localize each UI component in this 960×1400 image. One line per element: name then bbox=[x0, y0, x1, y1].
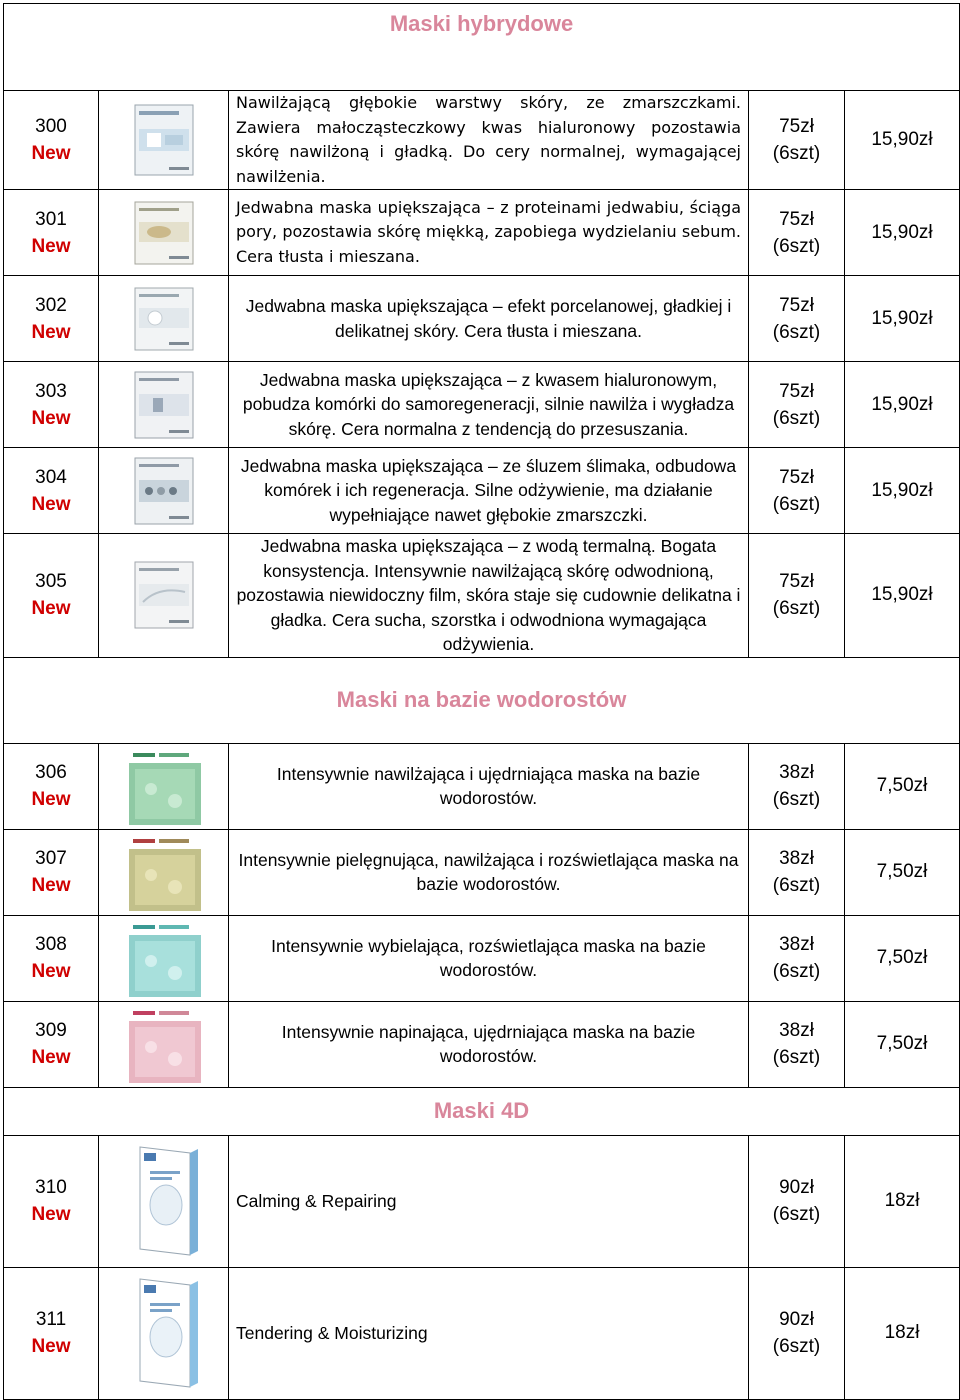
product-code: 300 bbox=[35, 116, 67, 137]
pack-quantity: (6szt) bbox=[772, 789, 821, 810]
product-description: Nawilżającą głębokie warstwy skóry, ze zmarszczkami. Zawiera małocząsteczkowy kwas hialuronowy pozostawia skórę nawilżoną i gładką. Do cery normalnej, wymagającej nawilżenia. bbox=[229, 91, 749, 190]
pack-quantity: (6szt) bbox=[772, 1336, 821, 1357]
pack-price: 90zł bbox=[779, 1309, 814, 1330]
section-title-text: Maski hybrydowe bbox=[389, 11, 574, 36]
pack-price: 75zł bbox=[779, 116, 814, 137]
product-image-cell bbox=[99, 829, 229, 915]
pack-quantity: (6szt) bbox=[772, 1047, 821, 1068]
new-badge: New bbox=[31, 407, 71, 429]
product-image-cell bbox=[99, 276, 229, 362]
pack-price-cell bbox=[749, 448, 845, 534]
unit-price: 15,90zł bbox=[845, 190, 960, 276]
product-code: 306 bbox=[35, 762, 67, 783]
unit-price: 7,50zł bbox=[845, 743, 960, 829]
product-number-cell bbox=[4, 362, 99, 448]
product-image-cell bbox=[99, 91, 229, 190]
pack-price-cell bbox=[749, 915, 845, 1001]
white-mask-box-image bbox=[129, 198, 199, 268]
section-title-4d bbox=[4, 1087, 960, 1135]
new-badge: New bbox=[31, 321, 71, 343]
product-image-cell bbox=[99, 1267, 229, 1399]
product-image-cell bbox=[99, 1001, 229, 1087]
section-title-hybrid bbox=[4, 4, 960, 91]
unit-price: 18zł bbox=[845, 1135, 960, 1267]
product-code: 308 bbox=[35, 934, 67, 955]
white-mask-box-image bbox=[129, 558, 199, 632]
price-list-table bbox=[3, 3, 960, 1400]
white-mask-box-image bbox=[129, 454, 199, 528]
product-image-cell bbox=[99, 362, 229, 448]
pack-price-cell bbox=[749, 534, 845, 658]
new-badge: New bbox=[31, 1336, 71, 1357]
new-badge: New bbox=[31, 493, 71, 515]
table-row bbox=[4, 743, 960, 829]
new-badge: New bbox=[31, 1204, 71, 1225]
white-mask-box-image bbox=[129, 284, 199, 354]
product-description: Intensywnie napinająca, ujędrniająca maska na bazie wodorostów. bbox=[229, 1001, 749, 1087]
product-image-cell bbox=[99, 743, 229, 829]
unit-price: 15,90zł bbox=[845, 91, 960, 190]
table-row bbox=[4, 915, 960, 1001]
product-number-cell bbox=[4, 915, 99, 1001]
pack-quantity: (6szt) bbox=[772, 143, 821, 164]
pack-price-cell bbox=[749, 91, 845, 190]
pack-price-cell bbox=[749, 743, 845, 829]
pack-price: 90zł bbox=[779, 1177, 814, 1198]
pack-price: 38zł bbox=[779, 848, 814, 869]
pack-quantity: (6szt) bbox=[772, 407, 821, 429]
product-description: Jedwabna maska upiększająca – ze śluzem ślimaka, odbudowa komórek i ich regeneracja. Silne odżywienie, ma działanie wypełniające nawet głębokie zmarszczki. bbox=[229, 448, 749, 534]
product-description: Tendering & Moisturizing bbox=[229, 1267, 749, 1399]
pack-price: 75zł bbox=[779, 380, 814, 402]
pack-quantity: (6szt) bbox=[772, 493, 821, 515]
product-number-cell bbox=[4, 743, 99, 829]
unit-price: 15,90zł bbox=[845, 362, 960, 448]
table-row bbox=[4, 190, 960, 276]
product-description: Intensywnie wybielająca, rozświetlająca maska na bazie wodorostów. bbox=[229, 915, 749, 1001]
new-badge: New bbox=[31, 143, 71, 164]
section-row bbox=[4, 4, 960, 91]
white-mask-box-image bbox=[129, 368, 199, 442]
olive-seaweed-mask-pack-image bbox=[121, 831, 207, 913]
product-code: 305 bbox=[35, 571, 67, 593]
pack-quantity: (6szt) bbox=[772, 321, 821, 343]
product-code: 301 bbox=[35, 208, 67, 230]
green-seaweed-mask-pack-image bbox=[121, 745, 207, 827]
table-row bbox=[4, 362, 960, 448]
pack-quantity: (6szt) bbox=[772, 598, 821, 620]
pack-price-cell bbox=[749, 190, 845, 276]
pack-price: 75zł bbox=[779, 294, 814, 316]
table-row bbox=[4, 534, 960, 658]
section-title-seaweed bbox=[4, 657, 960, 743]
product-image-cell bbox=[99, 448, 229, 534]
section-title-text: Maski na bazie wodorostów bbox=[336, 687, 627, 712]
product-code: 309 bbox=[35, 1020, 67, 1041]
unit-price: 7,50zł bbox=[845, 1001, 960, 1087]
new-badge: New bbox=[31, 875, 71, 896]
product-description: Jedwabna maska upiększająca – z wodą termalną. Bogata konsystencja. Intensywnie nawilżającą skórę odwodnioną, pozostawia niewidoczny film, skóra staje się cudownie delikatna i gładka. Cera sucha, szorstka i odwodniona wymagająca odżywienia. bbox=[229, 534, 749, 658]
4d-mask-box-image bbox=[124, 1275, 204, 1391]
new-badge: New bbox=[31, 598, 71, 620]
product-number-cell bbox=[4, 1267, 99, 1399]
product-code: 311 bbox=[35, 1309, 67, 1330]
teal-seaweed-mask-pack-image bbox=[121, 917, 207, 999]
product-code: 310 bbox=[35, 1177, 67, 1198]
pack-price: 38zł bbox=[779, 762, 814, 783]
product-description: Calming & Repairing bbox=[229, 1135, 749, 1267]
table-row bbox=[4, 448, 960, 534]
white-mask-box-image bbox=[129, 101, 199, 179]
pack-price-cell bbox=[749, 362, 845, 448]
product-number-cell bbox=[4, 829, 99, 915]
product-number-cell bbox=[4, 276, 99, 362]
product-description: Jedwabna maska upiększająca – z kwasem hialuronowym, pobudza komórki do samoregeneracji, silnie nawilża i wygładza skórę. Cera normalna z tendencją do przesuszania. bbox=[229, 362, 749, 448]
product-number-cell bbox=[4, 534, 99, 658]
new-badge: New bbox=[31, 961, 71, 982]
product-description: Jedwabna maska upiększająca – efekt porcelanowej, gładkiej i delikatnej skóry. Cera tłusta i mieszana. bbox=[229, 276, 749, 362]
pack-price: 75zł bbox=[779, 571, 814, 593]
pack-price: 38zł bbox=[779, 934, 814, 955]
table-row bbox=[4, 1135, 960, 1267]
product-number-cell bbox=[4, 1001, 99, 1087]
unit-price: 7,50zł bbox=[845, 915, 960, 1001]
table-row bbox=[4, 1267, 960, 1399]
pack-quantity: (6szt) bbox=[772, 1204, 821, 1225]
unit-price: 7,50zł bbox=[845, 829, 960, 915]
unit-price: 15,90zł bbox=[845, 276, 960, 362]
product-image-cell bbox=[99, 915, 229, 1001]
new-badge: New bbox=[31, 1047, 71, 1068]
table-row bbox=[4, 1001, 960, 1087]
product-description: Jedwabna maska upiększająca – z proteinami jedwabiu, ściąga pory, pozostawia skórę miękką, zapobiega wydzielaniu sebum. Cera tłusta i mieszana. bbox=[229, 190, 749, 276]
new-badge: New bbox=[31, 235, 71, 257]
pack-price: 75zł bbox=[779, 208, 814, 230]
new-badge: New bbox=[31, 789, 71, 810]
product-code: 303 bbox=[35, 380, 67, 402]
pack-price: 38zł bbox=[779, 1020, 814, 1041]
product-description: Intensywnie nawilżająca i ujędrniająca maska na bazie wodorostów. bbox=[229, 743, 749, 829]
table-row bbox=[4, 829, 960, 915]
product-number-cell bbox=[4, 448, 99, 534]
product-image-cell bbox=[99, 1135, 229, 1267]
unit-price: 18zł bbox=[845, 1267, 960, 1399]
pack-price-cell bbox=[749, 1135, 845, 1267]
section-row bbox=[4, 657, 960, 743]
product-image-cell bbox=[99, 190, 229, 276]
pack-quantity: (6szt) bbox=[772, 875, 821, 896]
product-code: 307 bbox=[35, 848, 67, 869]
pack-price-cell bbox=[749, 276, 845, 362]
unit-price: 15,90zł bbox=[845, 448, 960, 534]
pack-quantity: (6szt) bbox=[772, 235, 821, 257]
table-row bbox=[4, 91, 960, 190]
product-image-cell bbox=[99, 534, 229, 658]
4d-mask-box-image bbox=[124, 1143, 204, 1259]
section-row bbox=[4, 1087, 960, 1135]
product-number-cell bbox=[4, 91, 99, 190]
pack-price: 75zł bbox=[779, 466, 814, 488]
pink-seaweed-mask-pack-image bbox=[121, 1003, 207, 1085]
product-number-cell bbox=[4, 1135, 99, 1267]
pack-quantity: (6szt) bbox=[772, 961, 821, 982]
section-title-text: Maski 4D bbox=[433, 1097, 530, 1123]
product-description: Intensywnie pielęgnująca, nawilżająca i rozświetlająca maska na bazie wodorostów. bbox=[229, 829, 749, 915]
product-code: 302 bbox=[35, 294, 67, 316]
pack-price-cell bbox=[749, 829, 845, 915]
pack-price-cell bbox=[749, 1001, 845, 1087]
pack-price-cell bbox=[749, 1267, 845, 1399]
unit-price: 15,90zł bbox=[845, 534, 960, 658]
table-row bbox=[4, 276, 960, 362]
product-code: 304 bbox=[35, 466, 67, 488]
product-number-cell bbox=[4, 190, 99, 276]
